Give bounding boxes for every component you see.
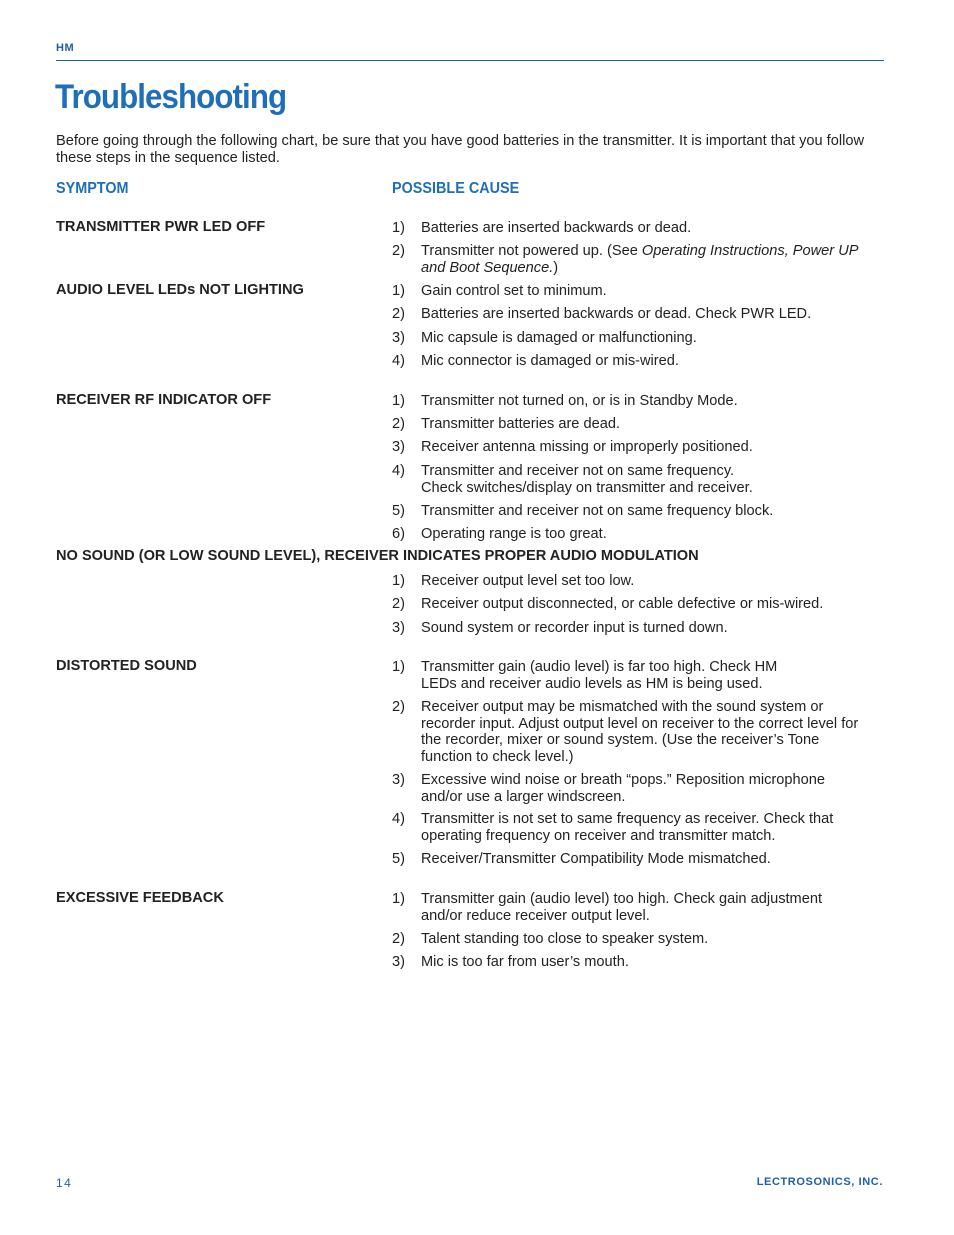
symptom-rf-indicator: RECEIVER RF INDICATOR OFF (56, 392, 272, 408)
company-name: LECTROSONICS, INC. (756, 1176, 883, 1188)
cause-item (392, 243, 872, 276)
cause-text: Transmitter not powered up. (See Operating Instructions, Power UP and Boot Sequence.) (421, 243, 858, 276)
cause-item: 3) Mic capsule is damaged or malfunctioning. (392, 330, 697, 346)
cause-item: 6) Operating range is too great. (392, 526, 607, 542)
cause-item: 2) Batteries are inserted backwards or dead. Check PWR LED. (392, 306, 812, 322)
header-rule (56, 60, 884, 61)
symptom-distorted-sound: DISTORTED SOUND (56, 658, 197, 674)
cause-item: 2) Transmitter batteries are dead. (392, 416, 620, 432)
cause-item: 2) Talent standing too close to speaker system. (392, 931, 709, 947)
cause-column-heading: POSSIBLE CAUSE (392, 180, 520, 197)
symptom-column-heading: SYMPTOM (56, 180, 129, 197)
intro-paragraph: Before going through the following chart, be sure that you have good batteries in the transmitter. It is important that you follow these steps in the sequence listed. (56, 133, 864, 166)
cause-item: 2) Receiver output disconnected, or cable defective or mis-wired. (392, 596, 824, 612)
cause-number: 2) (392, 243, 405, 259)
cause-item (392, 220, 872, 237)
cause-item: 3) Sound system or recorder input is turned down. (392, 620, 728, 636)
cause-item: 5) Transmitter and receiver not on same frequency block. (392, 503, 774, 519)
cause-item: 3) Mic is too far from user’s mouth. (392, 954, 629, 970)
cause-item: 1) Transmitter not turned on, or is in Standby Mode. (392, 393, 738, 409)
cause-item: 1) Transmitter gain (audio level) is far too high. Check HM LEDs and receiver audio levels as HM is being used. (392, 659, 778, 692)
cause-item: 1) Transmitter gain (audio level) too high. Check gain adjustment and/or reduce receiver output level. (392, 891, 822, 924)
cause-item: 5) Receiver/Transmitter Compatibility Mode mismatched. (392, 851, 771, 867)
symptom-no-sound: NO SOUND (OR LOW SOUND LEVEL), RECEIVER INDICATES PROPER AUDIO MODULATION (56, 548, 699, 564)
cause-item: 1) Gain control set to minimum. (392, 283, 607, 299)
cause-item: 3) Receiver antenna missing or improperly positioned. (392, 439, 753, 455)
cause-number: 1) (392, 220, 405, 236)
cause-text: Batteries are inserted backwards or dead. (421, 220, 692, 236)
cause-item: 3) Excessive wind noise or breath “pops.” Reposition microphone and/or use a larger windscreen. (392, 772, 825, 805)
page-title: Troubleshooting (55, 78, 287, 116)
cause-item: 4) Transmitter is not set to same frequency as receiver. Check that operating frequency on receiver and transmitter match. (392, 811, 834, 844)
symptom-excessive-feedback: EXCESSIVE FEEDBACK (56, 890, 224, 906)
symptom-audio-leds: AUDIO LEVEL LEDs NOT LIGHTING (56, 282, 304, 298)
page-number: 14 (56, 1176, 73, 1190)
cause-item: 4) Mic connector is damaged or mis-wired. (392, 353, 679, 369)
symptom-pwr-led: TRANSMITTER PWR LED OFF (56, 219, 266, 235)
cause-item: 4) Transmitter and receiver not on same frequency. Check switches/display on transmitter and receiver. (392, 463, 753, 496)
running-header: HM (56, 42, 75, 54)
cause-item: 2) Receiver output may be mismatched with the sound system or recorder input. Adjust output level on receiver to the correct level for the recorder, mixer or sound system. (Use the receiver’s Tone function to check level.) (392, 699, 859, 765)
cause-item: 1) Receiver output level set too low. (392, 573, 635, 589)
